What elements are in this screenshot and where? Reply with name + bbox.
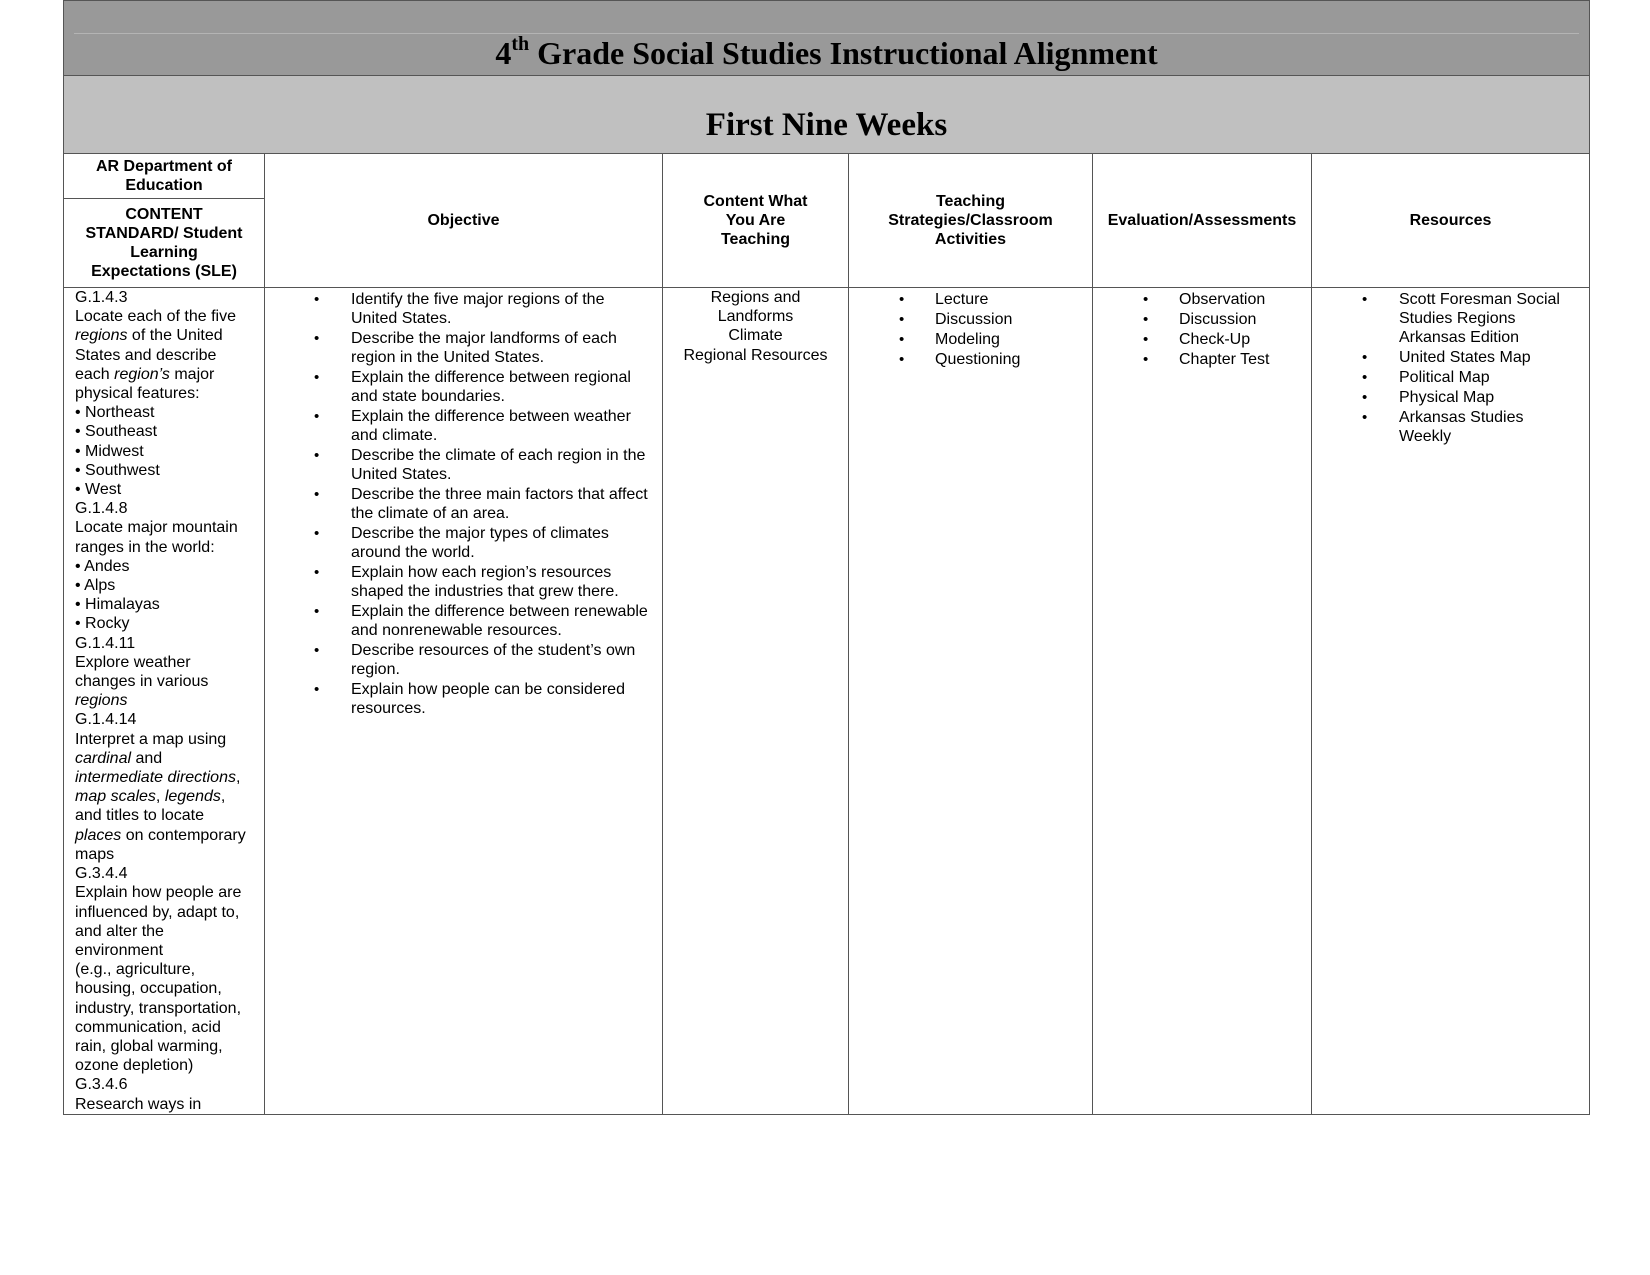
resource-item: • Political Map <box>1399 368 1579 387</box>
evaluation-cell <box>1093 288 1311 1114</box>
standard-line: influenced by, adapt to, <box>75 903 240 921</box>
standard-line: map scales, legends, <box>75 788 226 806</box>
resource-item: • Physical Map <box>1399 388 1579 407</box>
strategy-item: • Modeling <box>935 330 1082 349</box>
strategies-column <box>849 154 1093 1114</box>
standard-line: changes in various <box>75 673 209 691</box>
standard-line: • Himalayas <box>75 596 160 614</box>
assessment-item: • Observation <box>1179 290 1301 309</box>
strategies-list <box>849 288 1092 369</box>
objective-item: • Explain the difference between weather and climate. <box>351 407 652 445</box>
objective-header-label: Objective <box>427 212 500 229</box>
objective-column <box>265 154 663 1114</box>
period-band <box>64 76 1589 154</box>
standard-line: • Southeast <box>75 423 158 441</box>
standard-line: and titles to locate <box>75 807 204 825</box>
strategy-item: • Discussion <box>935 310 1082 329</box>
standard-line: G.3.4.6 <box>75 1076 128 1094</box>
objective-list <box>265 288 662 718</box>
objective-item: • Explain the difference between regional and state boundaries. <box>351 368 652 406</box>
content-line: Regional Resources <box>683 346 828 364</box>
standards-column <box>64 154 265 1114</box>
resources-cell <box>1312 288 1589 1114</box>
objective-item: • Describe resources of the student’s own region. <box>351 641 652 679</box>
content-line: Regions and <box>710 289 801 306</box>
standard-line: • Midwest <box>75 442 144 460</box>
standard-line: places on contemporary <box>75 826 246 844</box>
content-header-label: Content What You Are Teaching <box>703 193 808 248</box>
assessment-item: • Discussion <box>1179 310 1301 329</box>
standard-line: • Northeast <box>75 404 155 422</box>
standard-line: • Alps <box>75 577 116 595</box>
standard-line: Research ways in <box>75 1095 202 1113</box>
standard-line: G.3.4.4 <box>75 865 128 883</box>
standard-line: Locate major mountain <box>75 519 238 537</box>
standard-line: Explore weather <box>75 653 191 671</box>
resource-item: • Arkansas Studies Weekly <box>1399 408 1579 446</box>
standard-line: cardinal and <box>75 749 163 767</box>
objective-header <box>265 154 662 288</box>
standard-line: communication, acid <box>75 1018 221 1036</box>
standard-line: Explain how people are <box>75 884 242 902</box>
standard-line: each region’s major <box>75 365 215 383</box>
evaluation-list <box>1093 288 1311 369</box>
objective-item: • Describe the major landforms of each region in the United States. <box>351 329 652 367</box>
strategy-item: • Lecture <box>935 290 1082 309</box>
strategies-header <box>849 154 1092 288</box>
standard-header-label: CONTENT STANDARD/ Student Learning Expectations (SLE) <box>85 206 243 280</box>
standard-line: • West <box>75 481 122 499</box>
resources-header <box>1312 154 1589 288</box>
standard-line: industry, transportation, <box>75 999 242 1017</box>
evaluation-column <box>1093 154 1312 1114</box>
objective-item: • Describe the climate of each region in the United States. <box>351 446 652 484</box>
resources-list <box>1312 288 1589 446</box>
standard-line: Locate each of the five <box>75 308 236 326</box>
standard-line: environment <box>75 941 164 959</box>
strategy-item: • Questioning <box>935 350 1082 369</box>
dept-header-label: AR Department of Education <box>95 158 232 194</box>
standard-line: • Rocky <box>75 615 130 633</box>
standard-line: G.1.4.8 <box>75 500 128 518</box>
standard-header <box>64 199 264 288</box>
standard-line: regions <box>75 692 128 710</box>
title-band <box>64 1 1589 76</box>
objective-item: • Explain how each region’s resources shaped the industries that grew there. <box>351 563 652 601</box>
strategies-cell <box>849 288 1092 1114</box>
title-superscript: th <box>511 33 530 55</box>
objective-item: • Describe the three main factors that affect the climate of an area. <box>351 485 652 523</box>
resources-column <box>1312 154 1589 1114</box>
evaluation-header-label: Evaluation/Assessments <box>1107 212 1297 229</box>
resource-item: • Scott Foresman Social Studies Regions Arkansas Edition <box>1399 290 1579 348</box>
standard-line: ranges in the world: <box>75 538 215 556</box>
standard-line: G.1.4.14 <box>75 711 137 729</box>
standard-line: States and describe <box>75 346 217 364</box>
objective-item: • Identify the five major regions of the United States. <box>351 290 652 328</box>
standards-cell <box>64 288 264 1114</box>
standard-line: and alter the <box>75 922 164 940</box>
dept-header <box>64 154 264 199</box>
content-line: Climate <box>728 327 783 345</box>
evaluation-header <box>1093 154 1311 288</box>
objective-item: • Describe the major types of climates around the world. <box>351 524 652 562</box>
standard-line: intermediate directions, <box>75 769 241 787</box>
content-header <box>663 154 848 288</box>
standard-line: maps <box>75 845 115 863</box>
content-column <box>663 154 849 1114</box>
standard-line: housing, occupation, <box>75 980 222 998</box>
standard-line: • Andes <box>75 557 130 575</box>
assessment-item: • Check-Up <box>1179 330 1301 349</box>
content-line: Landforms <box>717 308 794 326</box>
standard-line: (e.g., agriculture, <box>75 961 196 979</box>
standard-line: ozone depletion) <box>75 1057 194 1075</box>
objective-cell <box>265 288 662 1114</box>
period-title: First Nine Weeks <box>705 107 948 143</box>
standard-line: G.1.4.11 <box>75 634 136 652</box>
document-title: 4th Grade Social Studies Instructional Alignment <box>495 33 1158 71</box>
standard-line: regions of the United <box>75 327 223 345</box>
strategies-header-label: Teaching Strategies/Classroom Activities <box>888 193 1053 248</box>
resources-header-label: Resources <box>1409 212 1492 229</box>
alignment-document <box>63 0 1590 1115</box>
objective-item: • Explain the difference between renewable and nonrenewable resources. <box>351 602 652 640</box>
standard-line: rain, global warming, <box>75 1037 223 1055</box>
content-cell <box>663 288 848 1114</box>
standard-line: Interpret a map using <box>75 730 227 748</box>
standard-line: physical features: <box>75 385 200 403</box>
resource-item: • United States Map <box>1399 348 1579 367</box>
objective-item: • Explain how people can be considered resources. <box>351 680 652 718</box>
standard-line: G.1.4.3 <box>75 289 128 306</box>
assessment-item: • Chapter Test <box>1179 350 1301 369</box>
standard-line: • Southwest <box>75 461 160 479</box>
